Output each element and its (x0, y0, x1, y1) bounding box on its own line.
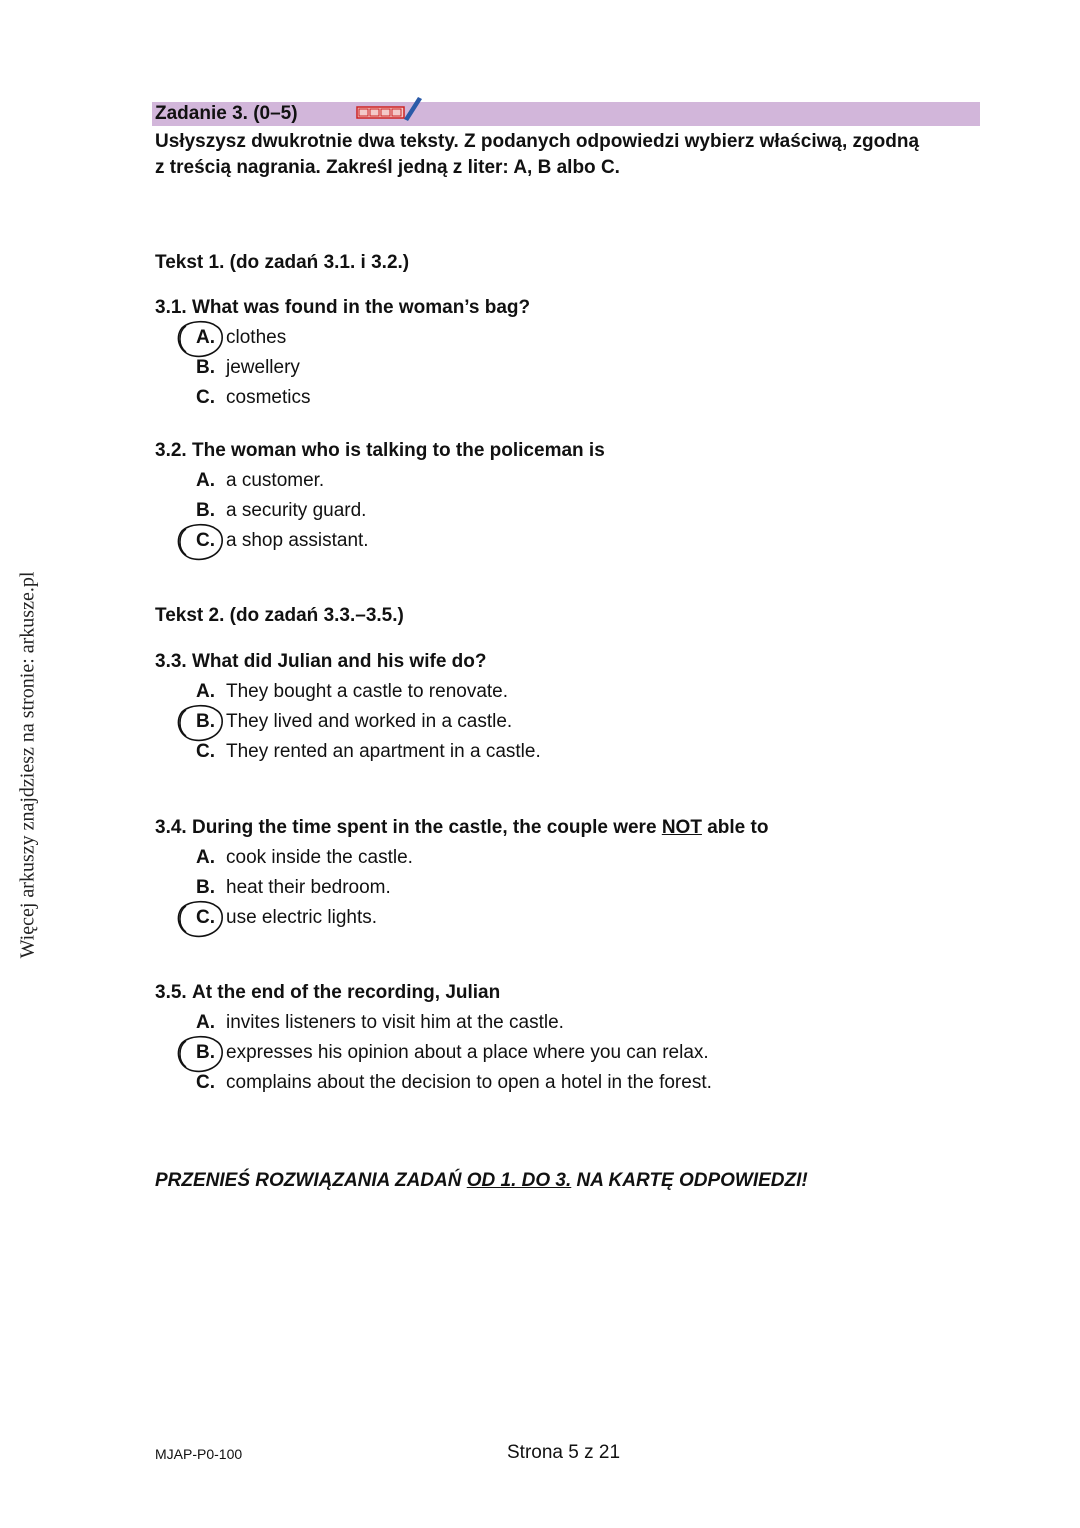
answer-circle-mark (172, 898, 232, 942)
note-text-end: NA KARTĘ ODPOWIEDZI! (571, 1170, 808, 1191)
note-text: PRZENIEŚ ROZWIĄZANIA ZADAŃ (155, 1170, 467, 1191)
question-number: 3.4. (155, 817, 187, 838)
option-text: complains about the decision to open a hotel in the forest. (226, 1072, 712, 1093)
option-text: invites listeners to visit him at the castle. (226, 1012, 564, 1033)
question-text: What was found in the woman’s bag? (191, 297, 531, 318)
pen-icon (404, 97, 422, 121)
answer-circle-mark (172, 521, 232, 565)
option-text: use electric lights. (226, 907, 378, 928)
answer-option[interactable] (196, 1072, 896, 1096)
note-emphasis: OD 1. DO 3. (466, 1170, 572, 1191)
option-text: They rented an apartment in a castle. (226, 741, 541, 762)
answer-circle-mark (172, 702, 232, 746)
question-number: 3.2. (155, 440, 187, 461)
question-text: The woman who is talking to the policeman is (191, 440, 605, 461)
text-2-label: Tekst 2. (do zadań 3.3.–3.5.) (155, 605, 404, 626)
option-text: clothes (226, 327, 287, 348)
answer-option[interactable] (196, 357, 896, 381)
option-text: cook inside the castle. (226, 847, 413, 868)
answer-option[interactable] (196, 1042, 896, 1066)
answer-option[interactable] (196, 681, 896, 705)
answer-option[interactable] (196, 877, 896, 901)
answer-circle-mark (172, 1033, 232, 1077)
option-text: jewellery (226, 357, 300, 378)
answer-option[interactable] (196, 1012, 896, 1036)
option-text: a customer. (226, 470, 325, 491)
question-text: NOT (661, 817, 702, 838)
exam-code: MJAP-P0-100 (155, 1446, 243, 1462)
question-number: 3.3. (155, 651, 187, 672)
option-letter: B. (196, 357, 215, 378)
answer-option[interactable] (196, 327, 896, 351)
question-text: During the time spent in the castle, the couple were (191, 817, 662, 838)
question-prompt (155, 297, 530, 319)
side-watermark-text: Więcej arkuszy znajdziesz na stronie: arkusze.pl (16, 571, 39, 959)
page-number: Strona 5 z 21 (507, 1442, 621, 1463)
option-letter: B. (196, 1042, 215, 1063)
option-text: a shop assistant. (226, 530, 369, 551)
option-letter: C. (196, 741, 215, 762)
question-text: What did Julian and his wife do? (191, 651, 487, 672)
option-letter: A. (196, 1012, 215, 1033)
question-text: At the end of the recording, Julian (191, 982, 501, 1003)
answer-option[interactable] (196, 470, 896, 494)
text-1-label: Tekst 1. (do zadań 3.1. i 3.2.) (155, 252, 410, 273)
option-text: They bought a castle to renovate. (226, 681, 509, 702)
answer-option[interactable] (196, 387, 896, 411)
option-letter: B. (196, 500, 215, 521)
question-text: able to (701, 817, 769, 838)
transfer-note (155, 1170, 808, 1192)
answer-option[interactable] (196, 711, 896, 735)
option-text: cosmetics (226, 387, 311, 408)
question-prompt (155, 651, 486, 673)
answer-circle-mark (172, 318, 232, 362)
question-number: 3.5. (155, 982, 187, 1003)
question-prompt (155, 440, 605, 462)
question-number: 3.1. (155, 297, 187, 318)
option-text: heat their bedroom. (226, 877, 391, 898)
task-title: Zadanie 3. (0–5) (155, 103, 298, 124)
option-letter: C. (196, 907, 215, 928)
option-text: expresses his opinion about a place where you can relax. (226, 1042, 709, 1063)
instruction-line: z treścią nagrania. Zakreśl jedną z liter: A, B albo C. (155, 157, 620, 178)
answer-option[interactable] (196, 741, 896, 765)
task-instructions (155, 129, 919, 181)
option-text: a security guard. (226, 500, 367, 521)
answer-option[interactable] (196, 847, 896, 871)
option-letter: A. (196, 847, 215, 868)
option-letter: A. (196, 470, 215, 491)
option-letter: C. (196, 530, 215, 551)
option-letter: B. (196, 711, 215, 732)
instruction-line: Usłyszysz dwukrotnie dwa teksty. Z podanych odpowiedzi wybierz właściwą, zgodną (155, 131, 920, 152)
option-letter: A. (196, 681, 215, 702)
answer-option[interactable] (196, 907, 896, 931)
question-prompt (155, 817, 768, 839)
question-prompt (155, 982, 500, 1004)
option-letter: A. (196, 327, 215, 348)
option-text: They lived and worked in a castle. (226, 711, 513, 732)
option-letter: B. (196, 877, 215, 898)
option-letter: C. (196, 1072, 215, 1093)
answer-option[interactable] (196, 530, 896, 554)
option-letter: C. (196, 387, 215, 408)
answer-option[interactable] (196, 500, 896, 524)
